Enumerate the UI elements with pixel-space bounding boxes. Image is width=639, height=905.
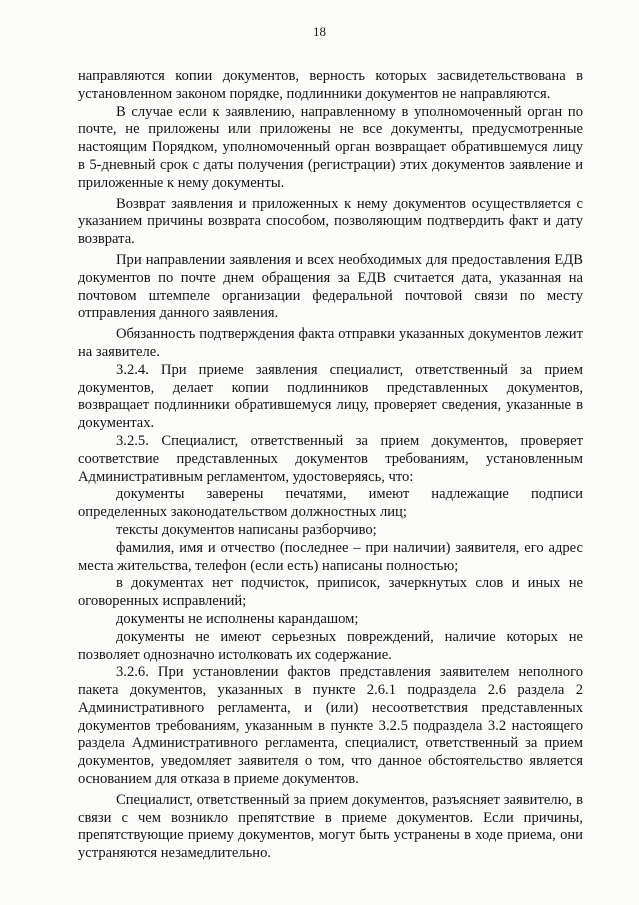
paragraph-check-legible: тексты документов написаны разборчиво;: [116, 521, 377, 538]
paragraph-3-2-4: 3.2.4. При приеме заявления специалист, ответственный за прием документов, делает копии подлинников представленных документов, возвращает подлинники обратившемуся лицу, проверяет сведения, указанные в документах.: [78, 361, 583, 432]
paragraph-mail-date: При направлении заявления и всех необходимых для предоставления ЕДВ документов по почте днем обращения за ЕДВ считается дата, указанная на почтовом штемпеле организации федеральной почтовой связи по месту отправления данного заявления.: [78, 251, 583, 322]
paragraph-sender-duty: Обязанность подтверждения факта отправки указанных документов лежит на заявителе.: [78, 326, 583, 360]
paragraph-check-no-pencil: документы не исполнены карандашом;: [116, 610, 359, 627]
paragraph-3-2-6: 3.2.6. При установлении фактов представления заявителем неполного пакета документов, указанных в пункте 2.6.1 подраздела 2.6 раздела 2 Административного регламента, и (или) несоответствия представленных документов требованиям, указанным в пункте 3.2.5 подраздела 3.2 настоящего раздела Административного регламента, специалист, ответственный за прием документов, уведомляет заявителя о том, что данное обстоятельство является основанием для отказа в приеме документов.: [78, 664, 583, 788]
paragraph-3-2-5: 3.2.5. Специалист, ответственный за прием документов, проверяет соответствие представленных документов требованиям, установленным Административным регламентом, удостоверяясь, что:: [78, 432, 583, 485]
paragraph-mail-incomplete: В случае если к заявлению, направленному в уполномоченный орган по почте, не приложены или приложены не все документы, предусмотренные настоящим Порядком, уполномоченный орган возвращает обратившемуся лицу в 5-дневный срок с даты получения (регистрации) этих документов заявление и приложенные к нему документы.: [78, 103, 583, 191]
paragraph-check-no-damage: документы не имеют серьезных повреждений, наличие которых не позволяет однозначно истолковать их содержание.: [78, 628, 583, 663]
paragraph-specialist-explains: Специалист, ответственный за прием документов, разъясняет заявителю, в связи с чем возникло препятствие в приеме документов. Если причины, препятствующие приему документов, могут быть устранены в ходе приема, они устраняются незамедлительно.: [78, 791, 583, 862]
paragraph-continuation: направляются копии документов, верность которых засвидетельствована в установленном законом порядке, подлинники документов не направляются.: [78, 68, 583, 102]
paragraph-check-seals: документы заверены печатями, имеют надлежащие подписи определенных законодательством должностных лиц;: [78, 486, 583, 521]
paragraph-return-reason: Возврат заявления и приложенных к нему документов осуществляется с указанием причины возврата способом, позволяющим подтвердить факт и дату возврата.: [78, 195, 583, 248]
paragraph-check-full-name: фамилия, имя и отчество (последнее – при наличии) заявителя, его адрес места жительства, телефон (если есть) написаны полностью;: [78, 539, 583, 574]
paragraph-check-no-erasures: в документах нет подчисток, приписок, зачеркнутых слов и иных не оговоренных исправлений;: [78, 575, 583, 610]
document-body: [78, 68, 583, 863]
page-number: 18: [313, 24, 326, 39]
